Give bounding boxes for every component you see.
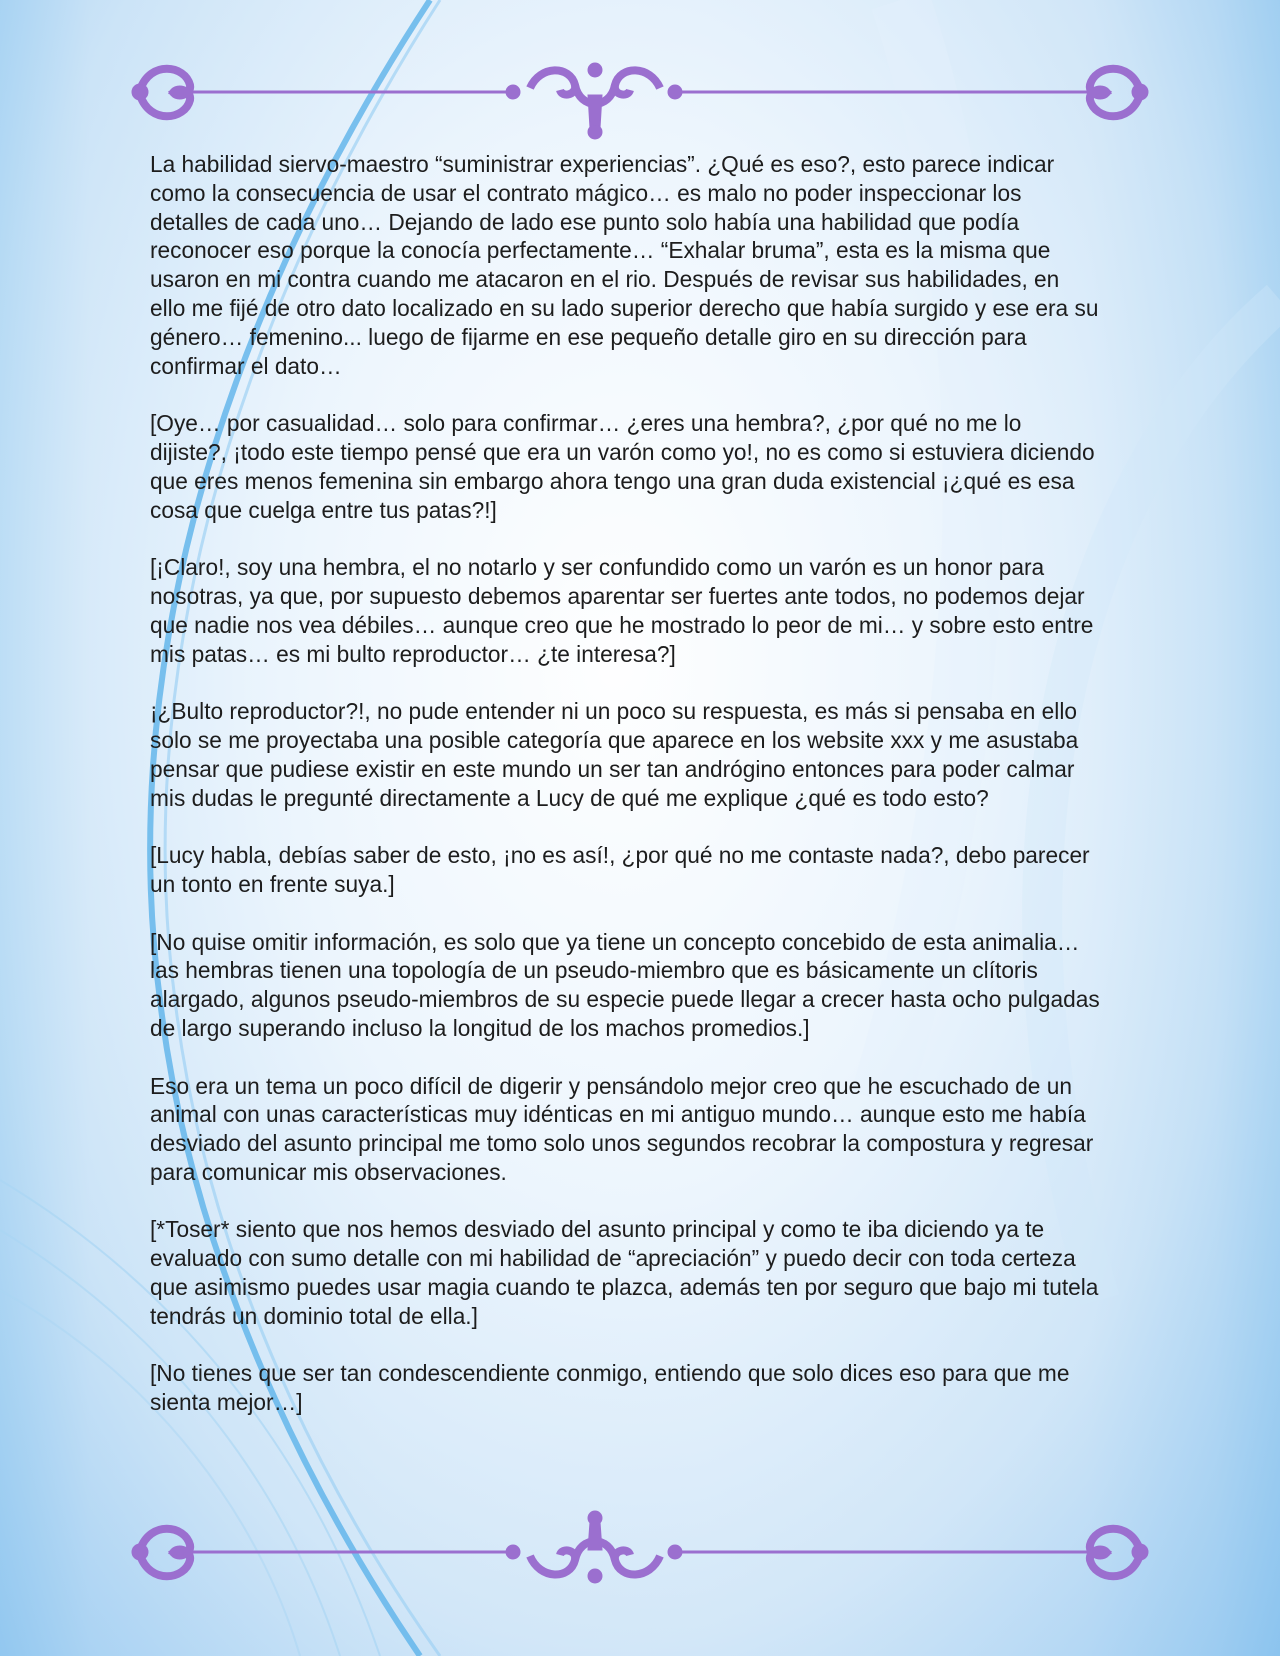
paragraph: [No tienes que ser tan condescendiente conmigo, entiendo que solo dices eso para que me sienta mejor…] xyxy=(150,1360,1070,1416)
document-text xyxy=(150,150,1100,1417)
paragraph: [*Toser* siento que nos hemos desviado del asunto principal y como te iba diciendo ya te evaluado con sumo detalle con mi habilidad de “apreciación” y puedo decir con toda certeza que asimismo puedes usar magia cuando te plazca, además ten por seguro que bajo mi tutela tendrás un dominio total de ella.] xyxy=(150,1216,1099,1329)
paragraph: ¡¿Bulto reproductor?!, no pude entender ni un poco su respuesta, es más si pensaba en ello solo se me proyectaba una posible categoría que aparece en los website xxx y me asustaba pensar que pudiese existir en este mundo un ser tan andrógino entonces para poder calmar mis dudas le pregunté directamente a Lucy de qué me explique ¿qué es todo esto? xyxy=(150,698,1079,811)
paragraph: [Lucy habla, debías saber de esto, ¡no es así!, ¿por qué no me contaste nada?, debo parecer un tonto en frente suya.] xyxy=(150,842,1090,897)
bottom-ornament xyxy=(130,1510,1150,1600)
top-ornament xyxy=(130,50,1150,140)
paragraph: [Oye… por casualidad… solo para confirmar… ¿eres una hembra?, ¿por qué no me lo dijiste?, ¡todo este tiempo pensé que era un varón como yo!, no es como si estuviera diciendo que eres menos femenina sin embargo ahora tengo una gran duda existencial ¡¿qué es esa cosa que cuelga entre tus patas?!] xyxy=(150,410,1095,523)
paragraph: [No quise omitir información, es solo que ya tiene un concepto concebido de esta animalia… las hembras tienen una topología de un pseudo-miembro que es básicamente un clítoris alargado, algunos pseudo-miembros de su especie puede llegar a crecer hasta ocho pulgadas de largo superando incluso la longitud de los machos promedios.] xyxy=(150,928,1100,1041)
paragraph: La habilidad siervo-maestro “suministrar experiencias”. ¿Qué es eso?, esto parece indicar como la consecuencia de usar el contrato mágico… es malo no poder inspeccionar los detalles de cada uno… Dejando de lado ese punto solo había una habilidad que podía reconocer eso porque la conocía perfectamente… “Exhalar bruma”, esta es la misma que usaron en mi contra cuando me atacaron en el rio. Después de revisar sus habilidades, en ello me fijé de otro dato localizado en su lado superior derecho que había surgido y ese era su género… femenino... luego de fijarme en ese pequeño detalle giro en su dirección para confirmar el dato… xyxy=(150,151,1099,379)
paragraph: Eso era un tema un poco difícil de digerir y pensándolo mejor creo que he escuchado de un animal con unas características muy idénticas en mi antiguo mundo… aunque esto me había desviado del asunto principal me tomo solo unos segundos recobrar la compostura y regresar para comunicar mis observaciones. xyxy=(150,1072,1094,1185)
paragraph: [¡Claro!, soy una hembra, el no notarlo y ser confundido como un varón es un honor para nosotras, ya que, por supuesto debemos aparentar ser fuertes ante todos, no podemos dejar que nadie nos vea débiles… aunque creo que he mostrado lo peor de mi… y sobre esto entre mis patas… es mi bulto reproductor… ¿te interesa?] xyxy=(150,554,1094,667)
